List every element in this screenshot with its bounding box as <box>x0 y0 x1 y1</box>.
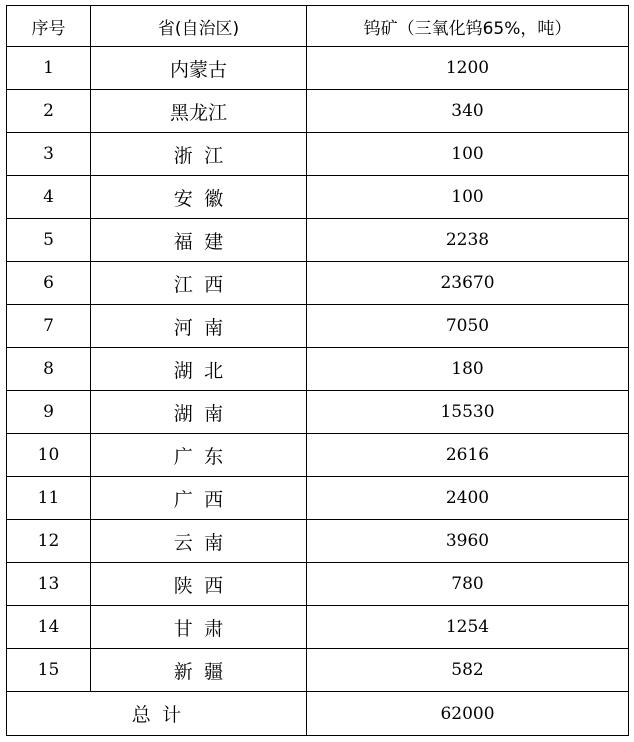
total-label: 总计 <box>131 704 193 726</box>
header-index: 序号 <box>7 6 91 47</box>
row-value: 2400 <box>307 477 629 520</box>
row-index: 11 <box>7 477 91 520</box>
row-province: 浙江 <box>173 144 235 167</box>
row-province-cell <box>91 649 307 692</box>
row-value: 180 <box>307 348 629 391</box>
row-index: 4 <box>7 176 91 219</box>
row-index: 8 <box>7 348 91 391</box>
row-index: 7 <box>7 305 91 348</box>
row-value: 23670 <box>307 262 629 305</box>
header-row <box>7 6 629 47</box>
row-index: 9 <box>7 391 91 434</box>
row-province: 湖北 <box>173 359 235 382</box>
row-index: 13 <box>7 563 91 606</box>
row-index: 2 <box>7 90 91 133</box>
table-row <box>7 477 629 520</box>
row-index: 14 <box>7 606 91 649</box>
header-province: 省(自治区) <box>91 6 307 47</box>
row-province: 河南 <box>173 316 235 339</box>
row-index: 12 <box>7 520 91 563</box>
table-row <box>7 47 629 90</box>
table-container <box>6 5 629 736</box>
table-row <box>7 90 629 133</box>
table-row <box>7 434 629 477</box>
row-index: 5 <box>7 219 91 262</box>
row-province-cell <box>91 176 307 219</box>
row-province-cell <box>91 434 307 477</box>
row-index: 15 <box>7 649 91 692</box>
row-value: 340 <box>307 90 629 133</box>
total-row <box>7 692 629 736</box>
row-province-cell <box>91 305 307 348</box>
row-index: 10 <box>7 434 91 477</box>
row-value: 15530 <box>307 391 629 434</box>
header-value: 钨矿（三氧化钨65%，吨） <box>307 6 629 47</box>
total-value: 62000 <box>307 692 629 736</box>
row-index: 6 <box>7 262 91 305</box>
row-value: 100 <box>307 133 629 176</box>
row-value: 582 <box>307 649 629 692</box>
row-province-cell <box>91 90 307 133</box>
table-row <box>7 649 629 692</box>
row-province-cell <box>91 391 307 434</box>
row-value: 1254 <box>307 606 629 649</box>
row-province: 福建 <box>173 230 235 253</box>
row-province: 江西 <box>173 273 235 296</box>
row-province-cell <box>91 47 307 90</box>
row-province: 云南 <box>173 531 235 554</box>
table-row <box>7 262 629 305</box>
row-province: 湖南 <box>173 402 235 425</box>
row-province: 安徽 <box>173 187 235 210</box>
table-row <box>7 133 629 176</box>
table-row <box>7 305 629 348</box>
row-value: 1200 <box>307 47 629 90</box>
row-province: 新疆 <box>173 660 235 683</box>
row-province-cell <box>91 606 307 649</box>
total-label-cell <box>7 692 307 736</box>
row-value: 780 <box>307 563 629 606</box>
row-value: 7050 <box>307 305 629 348</box>
row-index: 1 <box>7 47 91 90</box>
row-index: 3 <box>7 133 91 176</box>
row-province-cell <box>91 262 307 305</box>
row-province-cell <box>91 563 307 606</box>
table-row <box>7 348 629 391</box>
row-province-cell <box>91 133 307 176</box>
row-value: 100 <box>307 176 629 219</box>
tungsten-quota-table <box>6 5 629 736</box>
row-province: 内蒙古 <box>169 58 227 81</box>
row-province: 黑龙江 <box>169 101 227 124</box>
row-province: 广西 <box>173 488 235 511</box>
table-row <box>7 219 629 262</box>
row-province-cell <box>91 219 307 262</box>
row-province-cell <box>91 477 307 520</box>
row-value: 3960 <box>307 520 629 563</box>
row-province: 甘肃 <box>173 617 235 640</box>
row-value: 2616 <box>307 434 629 477</box>
row-value: 2238 <box>307 219 629 262</box>
table-body <box>7 47 629 692</box>
row-province: 陕西 <box>173 574 235 597</box>
table-row <box>7 520 629 563</box>
row-province-cell <box>91 348 307 391</box>
table-row <box>7 563 629 606</box>
table-row <box>7 176 629 219</box>
row-province-cell <box>91 520 307 563</box>
table-row <box>7 606 629 649</box>
table-row <box>7 391 629 434</box>
row-province: 广东 <box>173 445 235 468</box>
